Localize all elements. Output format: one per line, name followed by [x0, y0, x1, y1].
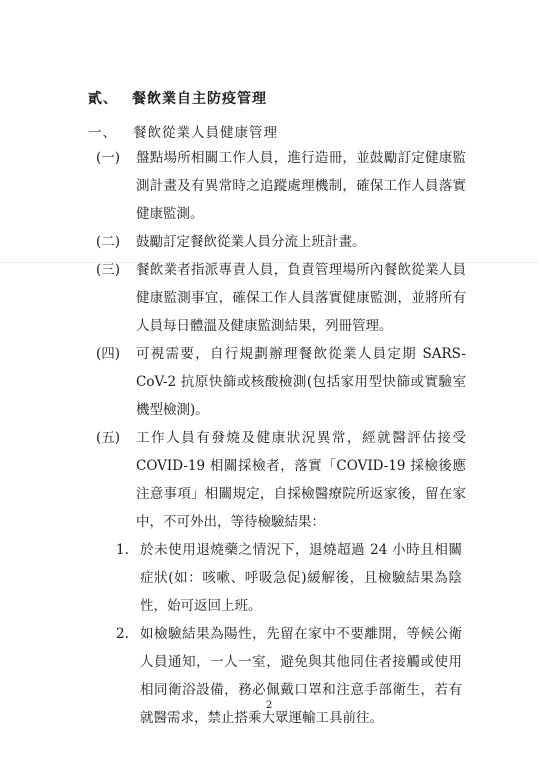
section-heading — [88, 88, 267, 108]
section-title: 餐飲業自主防疫管理 — [132, 91, 267, 107]
item-text: 鼓勵訂定餐飲從業人員分流上班計畫。 — [136, 234, 366, 250]
item-marker: (五) — [96, 430, 121, 446]
list-item — [96, 144, 466, 228]
item-marker: (三) — [96, 262, 121, 278]
sub-item-text: 於未使用退燒藥之情況下，退燒超過 24 小時且相關症狀(如：咳嗽、呼吸急促)緩解後，且檢驗結果為陰性，始可返回上班。 — [140, 542, 462, 614]
list-item — [96, 340, 466, 424]
item-text: 可視需要，自行規劃辦理餐飲從業人員定期 SARS-CoV-2 抗原快篩或核酸檢測(包括家用型快篩或實驗室機型檢測)。 — [136, 346, 466, 418]
list-item — [96, 228, 466, 256]
item-marker: (一) — [96, 150, 121, 166]
item-text: 餐飲業者指派專責人員，負責管理場所內餐飲從業人員健康監測事宜，確保工作人員落實健康監測，並將所有人員每日體溫及健康監測結果，列冊管理。 — [136, 262, 466, 334]
sub-item-marker: 1. — [116, 542, 129, 558]
sub-item-text: 如檢驗結果為陽性，先留在家中不要離開，等候公衛人員通知，一人一室，避免與其他同住者接觸或使用相同衛浴設備，務必佩戴口罩和注意手部衛生，若有就醫需求，禁止搭乘大眾運輸工具前往。 — [140, 626, 462, 726]
item-text: 工作人員有發燒及健康狀況異常，經就醫評估接受COVID-19 相關採檢者，落實「COVID-19 採檢後應注意事項」相關規定，自採檢醫療院所返家後，留在家中，不可外出，等待檢驗結果： — [136, 430, 466, 530]
sub-list-item — [116, 620, 462, 732]
item-text: 盤點場所相關工作人員，進行造冊，並鼓勵訂定健康監測計畫及有異常時之追蹤處理機制，確保工作人員落實健康監測。 — [136, 150, 466, 222]
list-item — [96, 424, 466, 536]
item-marker: (二) — [96, 234, 121, 250]
section-number: 貳、 — [88, 91, 118, 107]
list-item — [96, 256, 466, 340]
subsection-heading — [88, 121, 278, 141]
sub-list-item — [116, 536, 462, 620]
item-marker: (四) — [96, 346, 121, 362]
sub-item-marker: 2. — [116, 626, 129, 642]
subsection-number: 一、 — [88, 125, 117, 141]
subsection-title: 餐飲從業人員健康管理 — [133, 125, 278, 141]
page-number: 2 — [265, 700, 273, 711]
